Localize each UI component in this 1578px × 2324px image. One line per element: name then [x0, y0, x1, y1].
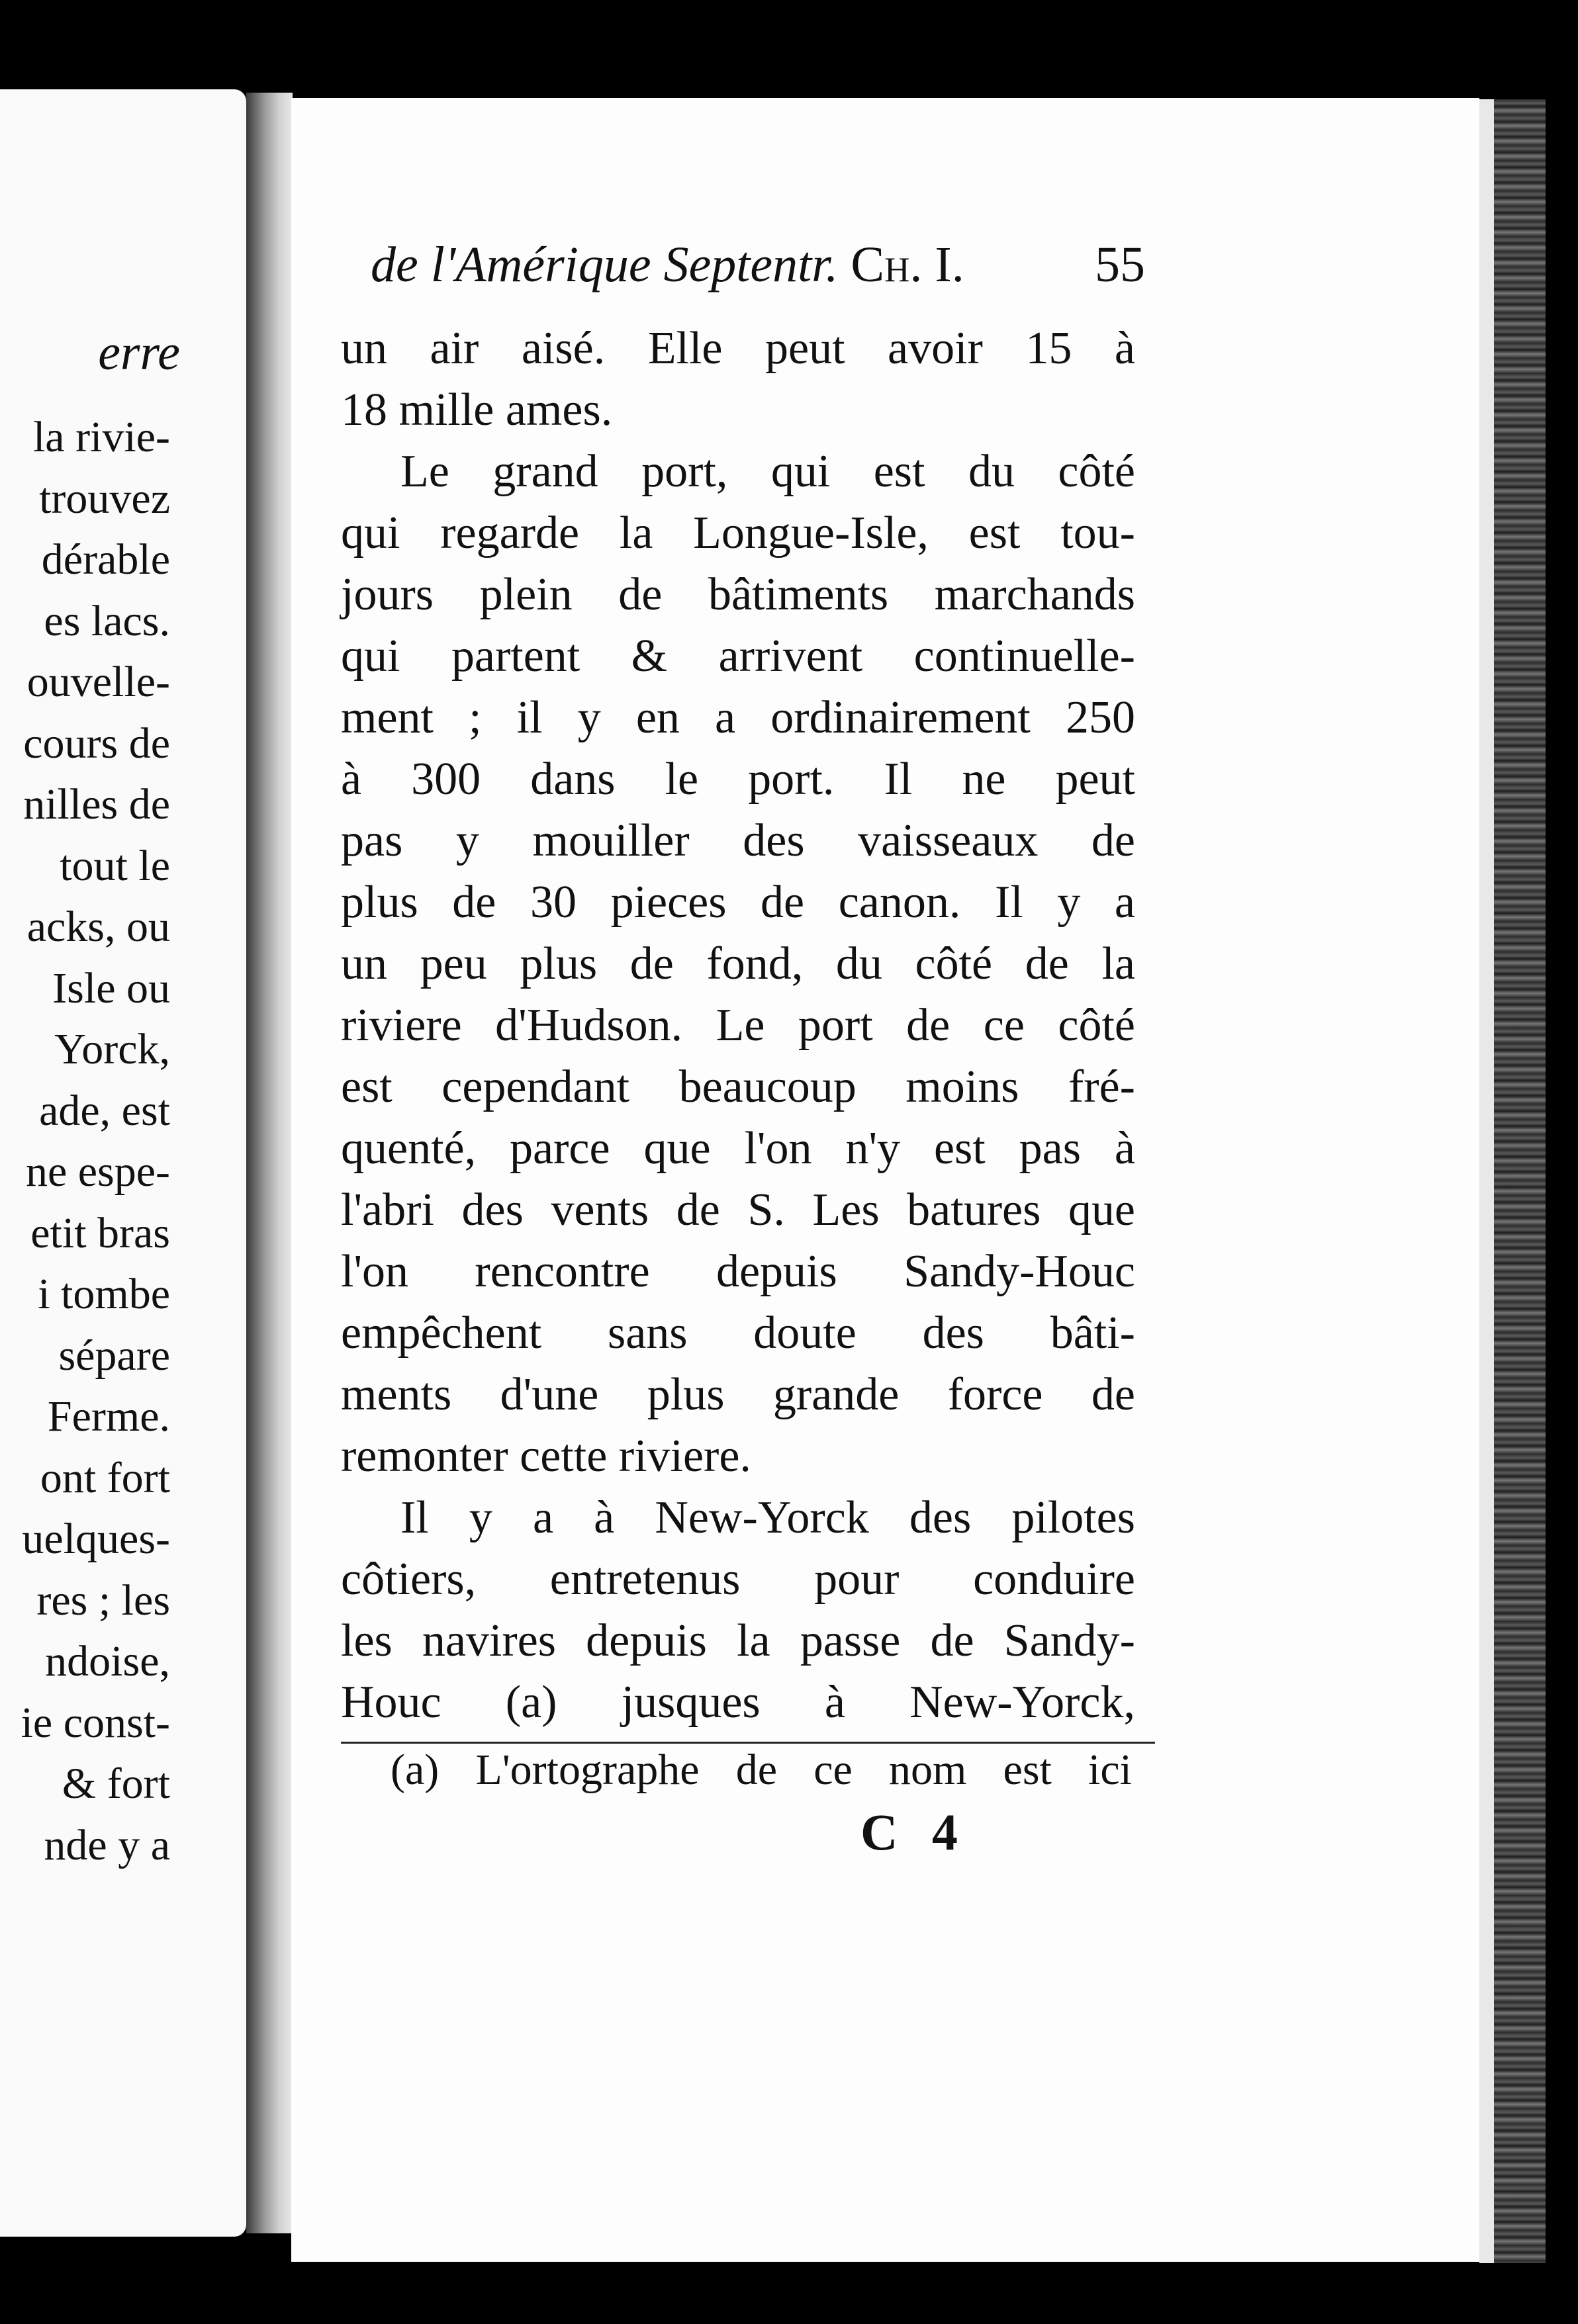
body-text — [341, 318, 1135, 1733]
text-line: ne espe- — [25, 1147, 170, 1196]
book-gutter — [246, 93, 293, 2233]
text-line: ment ; il y en a ordinairement 250 — [341, 692, 1135, 743]
running-head — [371, 237, 1145, 292]
text-line: riviere d'Hudson. Le port de ce côté — [341, 1000, 1135, 1051]
text-line: etit bras — [30, 1208, 170, 1257]
text-line: cours de — [23, 719, 170, 768]
page-number: 55 — [1095, 237, 1145, 292]
text-line: ments d'une plus grande force de — [341, 1369, 1135, 1420]
text-line: Houc (a) jusques à New-Yorck, — [341, 1677, 1135, 1728]
running-head-chapter: Ch. I. — [851, 237, 964, 292]
text-line: acks, ou — [26, 903, 170, 951]
text-line: Ferme. — [47, 1392, 170, 1441]
text-line: l'on rencontre depuis Sandy-Houc — [341, 1246, 1135, 1297]
text-line: uelques- — [22, 1515, 170, 1563]
text-line: ie const- — [21, 1698, 170, 1747]
text-line: tout le — [60, 841, 170, 890]
text-line: l'abri des vents de S. Les batures que — [341, 1184, 1135, 1235]
text-line: trouvez — [39, 474, 170, 523]
page-edges — [1479, 99, 1546, 2263]
footnote: (a) L'ortographe de ce nom est ici — [391, 1746, 1132, 1794]
text-line: nilles de — [23, 780, 170, 828]
text-line: la rivie- — [32, 413, 170, 461]
text-line: Il y a à New-Yorck des pilotes — [400, 1492, 1135, 1543]
text-line: Isle ou — [52, 963, 170, 1012]
text-line: côtiers, entretenus pour conduire — [341, 1554, 1135, 1605]
text-line: qui regarde la Longue-Isle, est tou- — [341, 508, 1135, 559]
text-line: un air aisé. Elle peut avoir 15 à — [341, 323, 1135, 374]
text-line: plus de 30 pieces de canon. Il y a — [341, 877, 1135, 928]
text-line: res ; les — [36, 1576, 170, 1625]
text-line: les navires depuis la passe de Sandy- — [341, 1615, 1135, 1666]
running-head-title: de l'Amérique Septentr. — [371, 237, 839, 292]
text-line: ade, est — [39, 1086, 170, 1135]
text-line: nde y a — [44, 1820, 170, 1869]
text-line: jours plein de bâtiments marchands — [341, 569, 1135, 620]
text-line: & fort — [62, 1760, 170, 1808]
text-line: pas y mouiller des vaisseaux de — [341, 815, 1135, 866]
text-line: es lacs. — [44, 596, 170, 645]
previous-page — [0, 89, 246, 2237]
text-line: ndoise, — [45, 1637, 170, 1685]
text-line: un peu plus de fond, du côté de la — [341, 938, 1135, 989]
text-line: remonter cette riviere. — [341, 1431, 751, 1482]
text-line: ouvelle- — [26, 658, 170, 706]
signature-mark: C 4 — [860, 1803, 968, 1861]
previous-page-running-head: erre — [98, 325, 180, 380]
text-line: est cependant beaucoup moins fré- — [341, 1061, 1135, 1112]
text-line: quenté, parce que l'on n'y est pas à — [341, 1123, 1135, 1174]
text-line: Yorck, — [54, 1025, 170, 1073]
text-line: dérable — [41, 535, 170, 584]
text-line: à 300 dans le port. Il ne peut — [341, 754, 1135, 805]
text-line: empêchent sans doute des bâti- — [341, 1308, 1135, 1359]
text-line: sépare — [58, 1331, 170, 1380]
footnote-rule — [341, 1742, 1155, 1744]
text-line: qui partent & arrivent continuelle- — [341, 631, 1135, 682]
text-line: Le grand port, qui est du côté — [400, 446, 1135, 497]
previous-page-text — [21, 407, 170, 1876]
text-line: 18 mille ames. — [341, 384, 613, 435]
text-line: i tombe — [38, 1270, 170, 1318]
text-line: ont fort — [40, 1453, 170, 1502]
